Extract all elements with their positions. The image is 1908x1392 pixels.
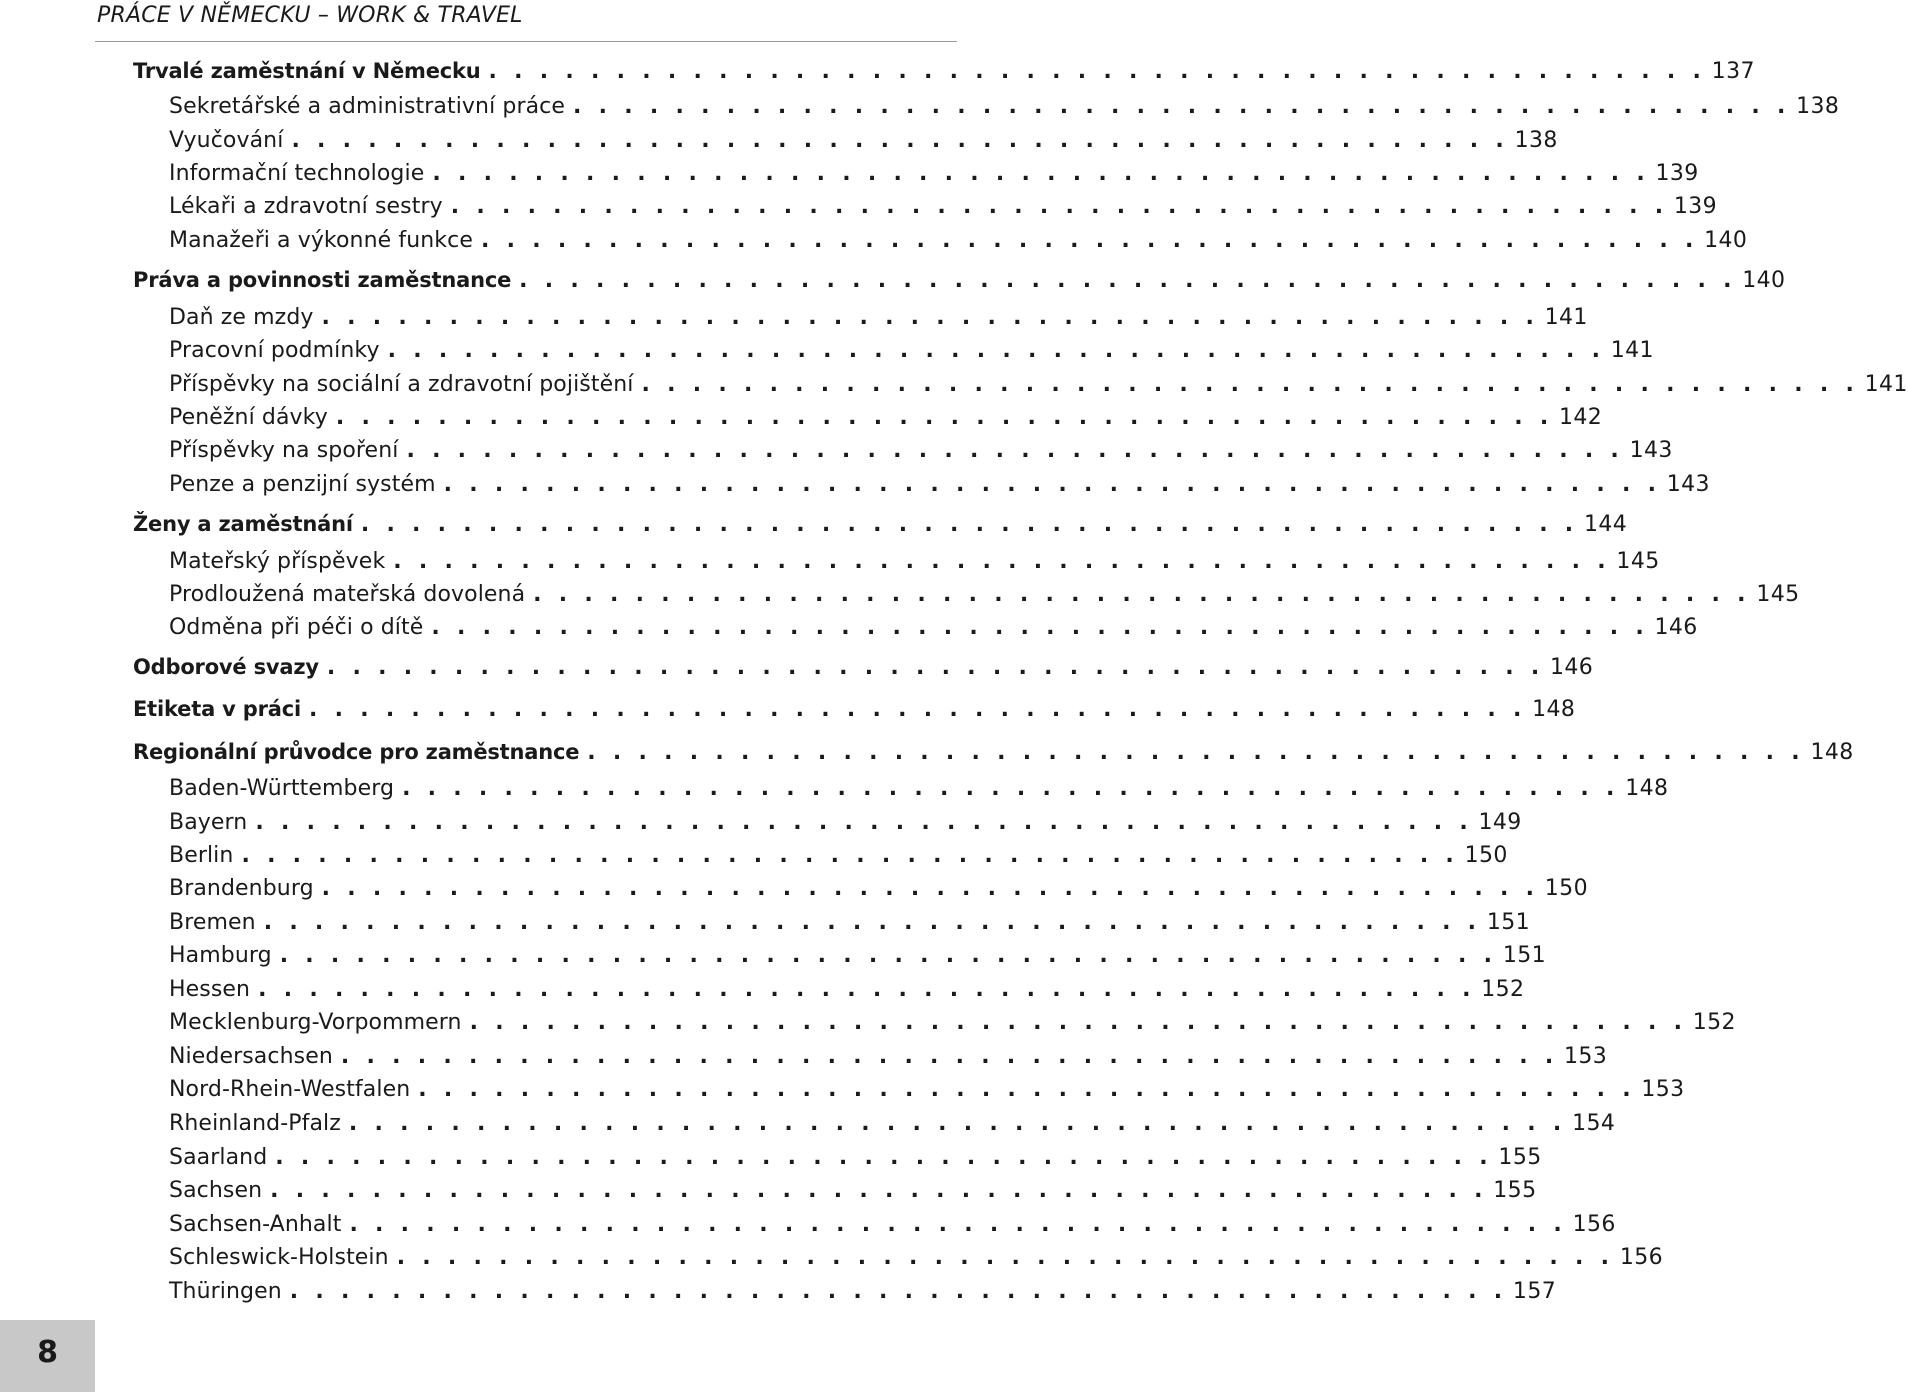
toc-entry-page-number: 156 bbox=[1572, 1212, 1616, 1237]
toc-subsection-entry[interactable] bbox=[169, 226, 1748, 256]
toc-entry-title: Příspěvky na spoření bbox=[169, 438, 399, 463]
toc-entry-title: Nord-Rhein-Westfalen bbox=[169, 1077, 411, 1102]
toc-entry-title: Saarland bbox=[169, 1145, 268, 1170]
toc-entry-page-number: 143 bbox=[1666, 472, 1710, 497]
toc-entry-title: Odměna při péči o dítě bbox=[169, 615, 424, 640]
toc-subsection-entry[interactable] bbox=[169, 436, 1673, 466]
toc-entry-title: Bayern bbox=[169, 810, 248, 835]
toc-subsection-entry[interactable] bbox=[169, 126, 1558, 156]
toc-entry-page-number: 141 bbox=[1610, 338, 1654, 363]
toc-section-entry[interactable] bbox=[133, 56, 1755, 86]
toc-subsection-entry[interactable] bbox=[169, 808, 1522, 838]
toc-entry-page-number: 137 bbox=[1711, 59, 1755, 84]
toc-entry-page-number: 155 bbox=[1493, 1178, 1537, 1203]
toc-dot-leader: . . . . . . . . . . . . . . . . . . . . . . . . . . . . . . . . . . . . . . . . . . . . . . . . bbox=[289, 1279, 1507, 1304]
toc-entry-title: Peněžní dávky bbox=[169, 405, 328, 430]
toc-dot-leader: . . . . . . . . . . . . . . . . . . . . . . . . . . . . . . . . . . . . . . . . . . . . . . . . bbox=[402, 776, 1620, 801]
toc-entry-page-number: 139 bbox=[1655, 161, 1699, 186]
toc-dot-leader: . . . . . . . . . . . . . . . . . . . . . . . . . . . . . . . . . . . . . . . . . . . . . . . . bbox=[418, 1077, 1636, 1102]
toc-entry-title: Trvalé zaměstnání v Německu bbox=[133, 59, 481, 83]
toc-section-entry[interactable] bbox=[133, 737, 1854, 767]
toc-entry-page-number: 157 bbox=[1512, 1279, 1557, 1304]
toc-entry-title: Brandenburg bbox=[169, 876, 314, 901]
toc-subsection-entry[interactable] bbox=[169, 370, 1908, 400]
toc-entry-title: Berlin bbox=[169, 843, 234, 868]
toc-dot-leader: . . . . . . . . . . . . . . . . . . . . . . . . . . . . . . . . . . . . . . . . . . . . . . . . bbox=[275, 1145, 1493, 1170]
toc-entry-title: Ženy a zaměstnání bbox=[133, 512, 353, 536]
toc-entry-title: Thüringen bbox=[169, 1279, 282, 1304]
toc-dot-leader: . . . . . . . . . . . . . . . . . . . . . . . . . . . . . . . . . . . . . . . . . . . . . . . . bbox=[450, 194, 1668, 219]
toc-dot-leader: . . . . . . . . . . . . . . . . . . . . . . . . . . . . . . . . . . . . . . . . . . . . . . . . bbox=[321, 305, 1539, 330]
toc-entry-title: Sekretářské a administrativní práce bbox=[169, 94, 565, 119]
toc-dot-leader: . . . . . . . . . . . . . . . . . . . . . . . . . . . . . . . . . . . . . . . . . . . . . . . . bbox=[387, 338, 1605, 363]
toc-dot-leader: . . . . . . . . . . . . . . . . . . . . . . . . . . . . . . . . . . . . . . . . . . . . . . . . bbox=[241, 843, 1459, 868]
toc-entry-page-number: 153 bbox=[1564, 1044, 1608, 1069]
toc-entry-page-number: 155 bbox=[1498, 1145, 1542, 1170]
toc-subsection-entry[interactable] bbox=[169, 547, 1660, 577]
toc-subsection-entry[interactable] bbox=[169, 874, 1588, 904]
toc-dot-leader: . . . . . . . . . . . . . . . . . . . . . . . . . . . . . . . . . . . . . . . . . . . . . . . . bbox=[641, 372, 1859, 397]
toc-subsection-entry[interactable] bbox=[169, 908, 1531, 938]
toc-section-entry[interactable] bbox=[133, 694, 1576, 724]
toc-entry-page-number: 154 bbox=[1572, 1111, 1616, 1136]
toc-entry-title: Pracovní podmínky bbox=[169, 338, 380, 363]
toc-entry-page-number: 150 bbox=[1544, 876, 1588, 901]
toc-subsection-entry[interactable] bbox=[169, 403, 1603, 433]
toc-subsection-entry[interactable] bbox=[169, 1075, 1685, 1105]
toc-entry-title: Daň ze mzdy bbox=[169, 305, 314, 330]
toc-entry-page-number: 153 bbox=[1641, 1077, 1685, 1102]
page-number: 8 bbox=[37, 1335, 58, 1370]
toc-dot-leader: . . . . . . . . . . . . . . . . . . . . . . . . . . . . . . . . . . . . . . . . . . . . . . . . bbox=[308, 697, 1527, 722]
toc-entry-page-number: 146 bbox=[1654, 615, 1698, 640]
toc-entry-title: Vyučování bbox=[169, 128, 284, 153]
toc-subsection-entry[interactable] bbox=[169, 1143, 1542, 1173]
toc-entry-title: Manažeři a výkonné funkce bbox=[169, 228, 473, 253]
toc-dot-leader: . . . . . . . . . . . . . . . . . . . . . . . . . . . . . . . . . . . . . . . . . . . . . . . . bbox=[431, 615, 1649, 640]
toc-entry-title: Etiketa v práci bbox=[133, 697, 301, 721]
toc-entry-title: Penze a penzijní systém bbox=[169, 472, 436, 497]
toc-entry-page-number: 151 bbox=[1486, 910, 1531, 935]
toc-subsection-entry[interactable] bbox=[169, 613, 1698, 643]
toc-entry-page-number: 149 bbox=[1478, 810, 1522, 835]
toc-entry-title: Mateřský příspěvek bbox=[169, 549, 386, 574]
toc-entry-page-number: 148 bbox=[1810, 740, 1854, 765]
toc-dot-leader: . . . . . . . . . . . . . . . . . . . . . . . . . . . . . . . . . . . . . . . . . . . . . . . . bbox=[321, 876, 1539, 901]
toc-entry-page-number: 140 bbox=[1704, 228, 1748, 253]
toc-dot-leader: . . . . . . . . . . . . . . . . . . . . . . . . . . . . . . . . . . . . . . . . . . . . . . . . bbox=[396, 1245, 1614, 1270]
toc-entry-page-number: 151 bbox=[1502, 943, 1547, 968]
toc-subsection-entry[interactable] bbox=[169, 1042, 1608, 1072]
toc-dot-leader: . . . . . . . . . . . . . . . . . . . . . . . . . . . . . . . . . . . . . . . . . . . . . . . . bbox=[443, 472, 1661, 497]
toc-entry-title: Prodloužená mateřská dovolená bbox=[169, 582, 526, 607]
toc-dot-leader: . . . . . . . . . . . . . . . . . . . . . . . . . . . . . . . . . . . . . . . . . . . . . . . . bbox=[519, 268, 1737, 293]
toc-subsection-entry[interactable] bbox=[169, 774, 1669, 804]
toc-dot-leader: . . . . . . . . . . . . . . . . . . . . . . . . . . . . . . . . . . . . . . . . . . . . . . . . bbox=[291, 128, 1509, 153]
toc-entry-page-number: 145 bbox=[1756, 582, 1800, 607]
toc-dot-leader: . . . . . . . . . . . . . . . . . . . . . . . . . . . . . . . . . . . . . . . . . . . . . . . . bbox=[340, 1044, 1559, 1069]
toc-subsection-entry[interactable] bbox=[169, 1277, 1557, 1307]
toc-dot-leader: . . . . . . . . . . . . . . . . . . . . . . . . . . . . . . . . . . . . . . . . . . . . . . . . bbox=[258, 977, 1476, 1002]
toc-subsection-entry[interactable] bbox=[169, 975, 1525, 1005]
toc-dot-leader: . . . . . . . . . . . . . . . . . . . . . . . . . . . . . . . . . . . . . . . . . . . . . . . . bbox=[335, 405, 1553, 430]
toc-entry-page-number: 141 bbox=[1544, 305, 1588, 330]
toc-subsection-entry[interactable] bbox=[169, 1008, 1736, 1038]
toc-subsection-entry[interactable] bbox=[169, 1176, 1537, 1206]
toc-entry-title: Regionální průvodce pro zaměstnance bbox=[133, 740, 580, 764]
toc-entry-title: Hamburg bbox=[169, 943, 272, 968]
toc-subsection-entry[interactable] bbox=[169, 941, 1547, 971]
toc-dot-leader: . . . . . . . . . . . . . . . . . . . . . . . . . . . . . . . . . . . . . . . . . . . . . . . . bbox=[587, 740, 1805, 765]
toc-subsection-entry[interactable] bbox=[169, 192, 1718, 222]
toc-entry-title: Niedersachsen bbox=[169, 1044, 333, 1069]
toc-entry-page-number: 141 bbox=[1864, 372, 1908, 397]
toc-entry-title: Lékaři a zdravotní sestry bbox=[169, 194, 443, 219]
toc-subsection-entry[interactable] bbox=[169, 1243, 1664, 1273]
toc-dot-leader: . . . . . . . . . . . . . . . . . . . . . . . . . . . . . . . . . . . . . . . . . . . . . . . . bbox=[406, 438, 1624, 463]
toc-subsection-entry[interactable] bbox=[169, 1210, 1616, 1240]
toc-entry-page-number: 143 bbox=[1629, 438, 1673, 463]
toc-entry-title: Baden-Württemberg bbox=[169, 776, 395, 801]
toc-entry-title: Sachsen bbox=[169, 1178, 263, 1203]
toc-dot-leader: . . . . . . . . . . . . . . . . . . . . . . . . . . . . . . . . . . . . . . . . . . . . . . . . bbox=[533, 582, 1751, 607]
toc-entry-page-number: 138 bbox=[1514, 128, 1558, 153]
toc-dot-leader: . . . . . . . . . . . . . . . . . . . . . . . . . . . . . . . . . . . . . . . . . . . . . . . . bbox=[432, 161, 1650, 186]
toc-dot-leader: . . . . . . . . . . . . . . . . . . . . . . . . . . . . . . . . . . . . . . . . . . . . . . . . bbox=[326, 655, 1544, 680]
toc-entry-page-number: 148 bbox=[1625, 776, 1669, 801]
toc-subsection-entry[interactable] bbox=[169, 159, 1699, 189]
toc-section-entry[interactable] bbox=[133, 509, 1628, 539]
toc-entry-page-number: 148 bbox=[1532, 697, 1576, 722]
toc-entry-page-number: 144 bbox=[1583, 512, 1628, 537]
toc-entry-title: Rheinland-Pfalz bbox=[169, 1111, 341, 1136]
toc-dot-leader: . . . . . . . . . . . . . . . . . . . . . . . . . . . . . . . . . . . . . . . . . . . . . . . . bbox=[469, 1010, 1687, 1035]
toc-entry-title: Bremen bbox=[169, 910, 256, 935]
toc-subsection-entry[interactable] bbox=[169, 470, 1710, 500]
toc-section-entry[interactable] bbox=[133, 265, 1786, 295]
toc-dot-leader: . . . . . . . . . . . . . . . . . . . . . . . . . . . . . . . . . . . . . . . . . . . . . . . . bbox=[279, 943, 1497, 968]
running-header-title: PRÁCE V NĚMECKU – WORK & TRAVEL bbox=[97, 3, 523, 28]
toc-subsection-entry[interactable] bbox=[169, 580, 1800, 610]
toc-section-entry[interactable] bbox=[133, 652, 1594, 682]
toc-entry-page-number: 150 bbox=[1464, 843, 1508, 868]
toc-entry-page-number: 142 bbox=[1558, 405, 1603, 430]
toc-dot-leader: . . . . . . . . . . . . . . . . . . . . . . . . . . . . . . . . . . . . . . . . . . . . . . . . bbox=[263, 910, 1481, 935]
toc-entry-title: Práva a povinnosti zaměstnance bbox=[133, 268, 512, 292]
toc-entry-title: Informační technologie bbox=[169, 161, 425, 186]
toc-entry-title: Sachsen-Anhalt bbox=[169, 1212, 342, 1237]
toc-entry-page-number: 146 bbox=[1549, 655, 1594, 680]
toc-subsection-entry[interactable] bbox=[169, 92, 1840, 122]
toc-entry-page-number: 138 bbox=[1796, 94, 1840, 119]
toc-subsection-entry[interactable] bbox=[169, 303, 1588, 333]
toc-entry-title: Příspěvky na sociální a zdravotní pojištění bbox=[169, 372, 634, 397]
toc-entry-title: Odborové svazy bbox=[133, 655, 319, 679]
toc-dot-leader: . . . . . . . . . . . . . . . . . . . . . . . . . . . . . . . . . . . . . . . . . . . . . . . . bbox=[393, 549, 1611, 574]
toc-entry-title: Mecklenburg-Vorpommern bbox=[169, 1010, 462, 1035]
toc-subsection-entry[interactable] bbox=[169, 1109, 1616, 1139]
toc-entry-page-number: 140 bbox=[1742, 268, 1786, 293]
toc-dot-leader: . . . . . . . . . . . . . . . . . . . . . . . . . . . . . . . . . . . . . . . . . . . . . . . . bbox=[480, 228, 1699, 253]
toc-entry-title: Hessen bbox=[169, 977, 251, 1002]
toc-entry-title: Schleswick-Holstein bbox=[169, 1245, 389, 1270]
toc-dot-leader: . . . . . . . . . . . . . . . . . . . . . . . . . . . . . . . . . . . . . . . . . . . . . . . . bbox=[348, 1111, 1567, 1136]
toc-dot-leader: . . . . . . . . . . . . . . . . . . . . . . . . . . . . . . . . . . . . . . . . . . . . . . . . bbox=[270, 1178, 1488, 1203]
toc-entry-page-number: 152 bbox=[1692, 1010, 1736, 1035]
toc-entry-page-number: 139 bbox=[1673, 194, 1718, 219]
toc-entry-page-number: 152 bbox=[1481, 977, 1525, 1002]
toc-subsection-entry[interactable] bbox=[169, 841, 1508, 871]
toc-dot-leader: . . . . . . . . . . . . . . . . . . . . . . . . . . . . . . . . . . . . . . . . . . . . . . . . bbox=[349, 1212, 1567, 1237]
toc-entry-page-number: 156 bbox=[1619, 1245, 1664, 1270]
toc-dot-leader: . . . . . . . . . . . . . . . . . . . . . . . . . . . . . . . . . . . . . . . . . . . . . . . . bbox=[488, 59, 1706, 84]
toc-dot-leader: . . . . . . . . . . . . . . . . . . . . . . . . . . . . . . . . . . . . . . . . . . . . . . . . bbox=[360, 512, 1578, 537]
toc-entry-page-number: 145 bbox=[1616, 549, 1660, 574]
toc-dot-leader: . . . . . . . . . . . . . . . . . . . . . . . . . . . . . . . . . . . . . . . . . . . . . . . . bbox=[255, 810, 1473, 835]
toc-dot-leader: . . . . . . . . . . . . . . . . . . . . . . . . . . . . . . . . . . . . . . . . . . . . . . . . bbox=[573, 94, 1791, 119]
toc-subsection-entry[interactable] bbox=[169, 336, 1654, 366]
